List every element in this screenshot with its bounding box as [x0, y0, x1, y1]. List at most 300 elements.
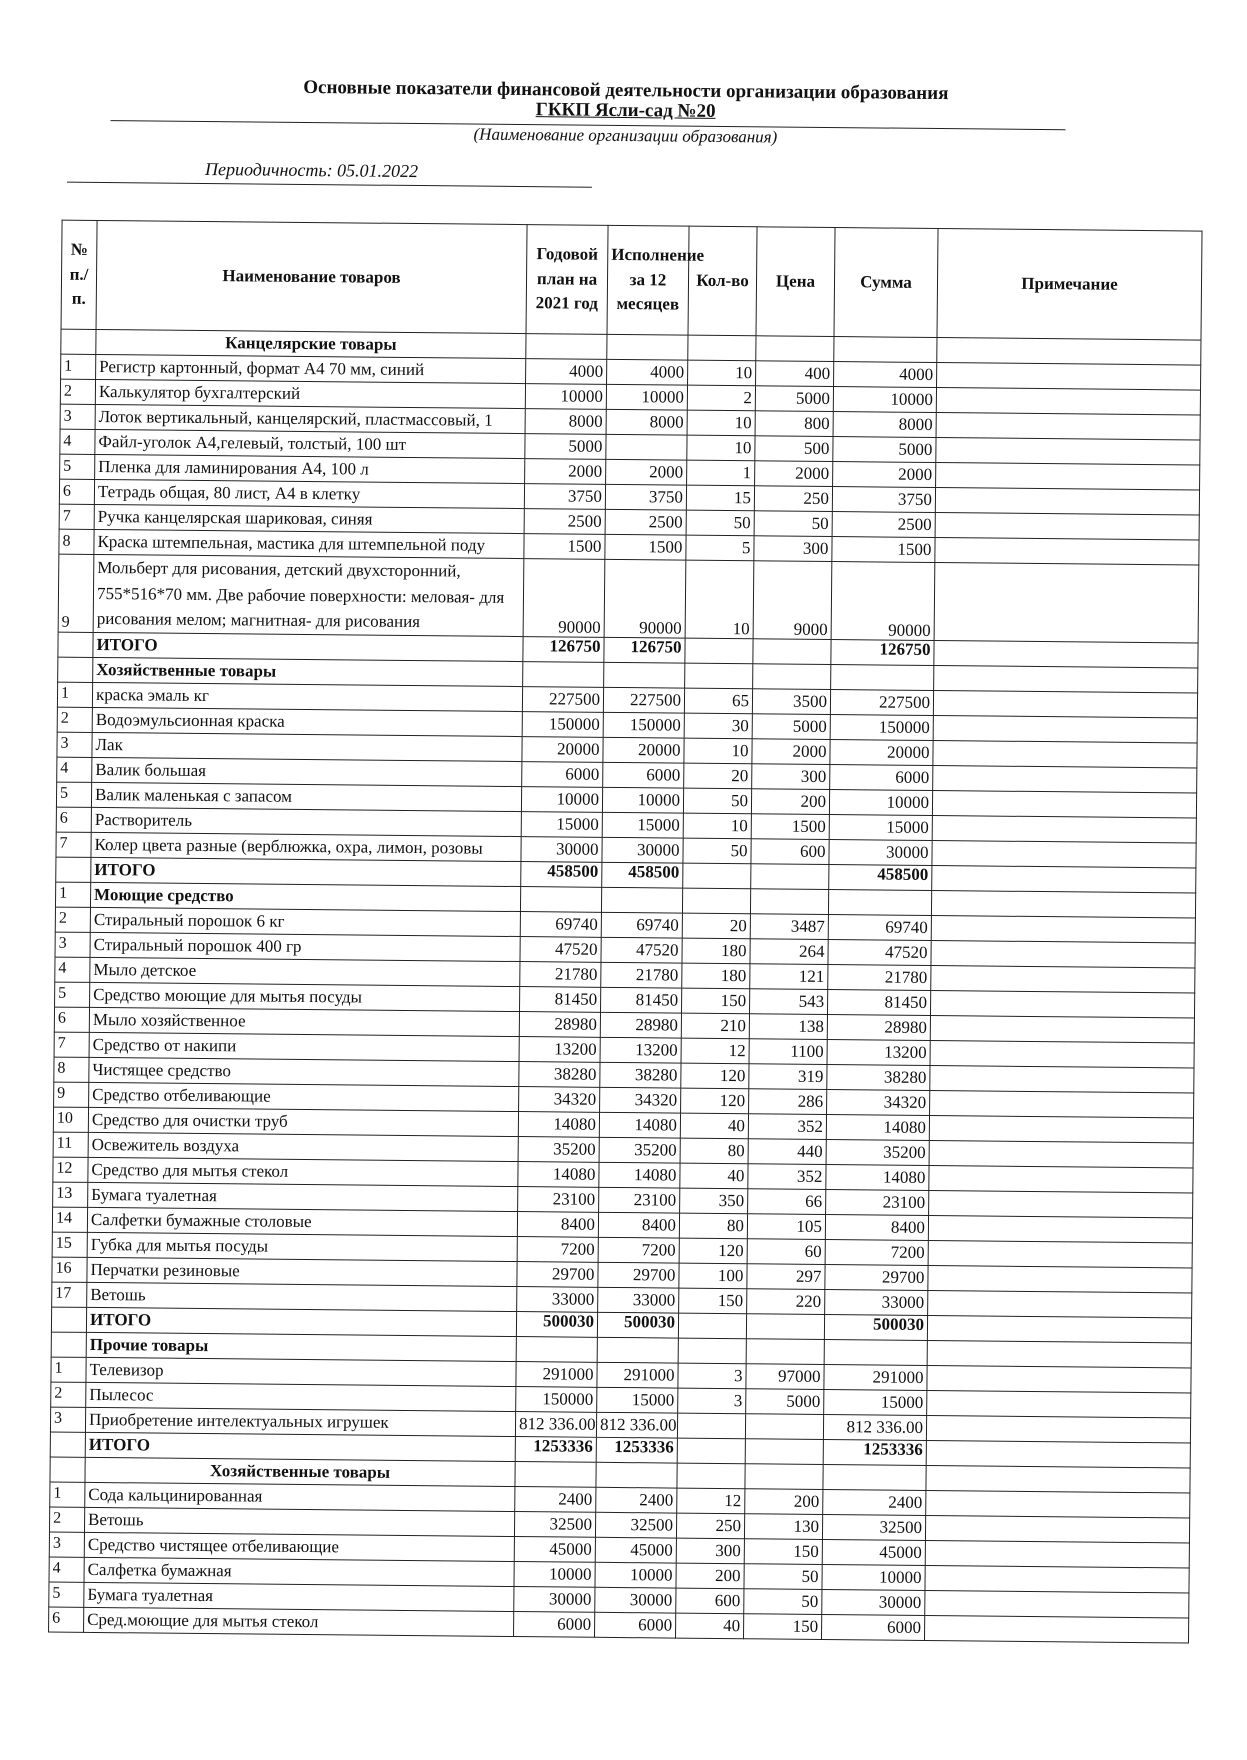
- cell-price: 150: [744, 1538, 822, 1564]
- cell-plan: 15000: [521, 811, 602, 837]
- cell-exec: 6000: [603, 762, 684, 788]
- cell-no: 3: [57, 732, 92, 757]
- cell-note: [936, 413, 1200, 441]
- cell-no: 1: [51, 1357, 86, 1382]
- cell-plan: 812 336.00: [515, 1411, 596, 1437]
- cell-exec: 458500: [602, 862, 683, 888]
- cell-no: 13: [53, 1182, 88, 1207]
- cell-qty: 10: [687, 410, 755, 436]
- cell-exec: 23100: [599, 1187, 680, 1213]
- cell-sum: 150000: [830, 714, 933, 740]
- cell-price: 5000: [746, 1388, 824, 1414]
- cell-plan: 13200: [519, 1036, 600, 1062]
- cell-plan: 7200: [517, 1236, 598, 1262]
- cell-price: 300: [754, 536, 832, 562]
- cell-no: [51, 1332, 86, 1357]
- cell-sum: 23100: [826, 1189, 929, 1215]
- cell-exec: 30000: [602, 837, 683, 863]
- cell-price: [746, 1313, 824, 1339]
- cell-plan: 500030: [516, 1311, 597, 1337]
- cell-name: Губка для мытья посуды: [87, 1232, 517, 1261]
- cell-no: 7: [54, 1032, 89, 1057]
- cell-price: 352: [748, 1163, 826, 1189]
- cell-plan: 5000: [525, 434, 606, 460]
- cell-qty: 120: [679, 1238, 747, 1264]
- cell-qty: 10: [687, 435, 755, 461]
- cell-price: [753, 663, 831, 689]
- cell-price: 2000: [755, 461, 833, 487]
- cell-qty: 80: [680, 1138, 748, 1164]
- cell-qty: 120: [681, 1088, 749, 1114]
- cell-note: [926, 1440, 1190, 1468]
- cell-name: Растворитель: [91, 807, 521, 836]
- cell-note: [930, 1090, 1194, 1118]
- cell-price: 3487: [750, 913, 828, 939]
- cell-price: [745, 1463, 823, 1489]
- cell-no: 6: [59, 479, 94, 504]
- cell-plan: 1500: [524, 534, 605, 560]
- cell-exec: 812 336.00: [596, 1412, 677, 1438]
- cell-exec: 150000: [603, 712, 684, 738]
- cell-sum: 47520: [828, 939, 931, 965]
- cell-plan: 227500: [522, 686, 603, 712]
- cell-plan: 6000: [514, 1611, 595, 1637]
- cell-qty: 65: [684, 688, 752, 714]
- cell-qty: 180: [682, 938, 750, 964]
- cell-qty: 40: [680, 1163, 748, 1189]
- cell-qty: 300: [676, 1538, 744, 1564]
- cell-no: [50, 1432, 85, 1457]
- cell-note: [935, 488, 1199, 516]
- cell-qty: 150: [682, 988, 750, 1014]
- cell-exec: 4000: [607, 359, 688, 385]
- cell-note: [937, 338, 1201, 366]
- col-header-no: № п./п.: [61, 220, 97, 329]
- cell-exec: [596, 1462, 677, 1488]
- cell-price: 60: [747, 1238, 825, 1264]
- cell-qty: 50: [683, 788, 751, 814]
- cell-no: 2: [49, 1507, 84, 1532]
- cell-price: 2000: [752, 738, 830, 764]
- cell-plan: 1253336: [515, 1436, 596, 1462]
- cell-plan: 23100: [518, 1186, 599, 1212]
- cell-exec: 35200: [599, 1137, 680, 1163]
- cell-price: 105: [747, 1213, 825, 1239]
- cell-qty: 30: [684, 713, 752, 739]
- cell-plan: 3750: [524, 484, 605, 510]
- cell-no: 5: [55, 982, 90, 1007]
- cell-exec: 90000: [604, 559, 686, 637]
- cell-note: [927, 1390, 1191, 1418]
- cell-qty: 180: [682, 963, 750, 989]
- cell-sum: 227500: [830, 689, 933, 715]
- cell-price: 5000: [752, 713, 830, 739]
- cell-no: [51, 1307, 86, 1332]
- cell-price: 400: [756, 361, 834, 387]
- cell-plan: 14080: [518, 1161, 599, 1187]
- cell-name: Средство для мытья стекол: [88, 1157, 518, 1186]
- cell-exec: 13200: [600, 1037, 681, 1063]
- cell-name: Прочие товары: [86, 1332, 516, 1361]
- col-header-exec: Исполнение за 12 месяцев: [607, 225, 689, 335]
- cell-no: 9: [58, 554, 94, 632]
- cell-name: Сода кальцинированная: [85, 1482, 515, 1511]
- cell-qty: 12: [681, 1038, 749, 1064]
- cell-price: [753, 638, 831, 664]
- cell-note: [936, 438, 1200, 466]
- cell-note: [937, 363, 1201, 391]
- cell-no: 5: [56, 782, 91, 807]
- cell-note: [935, 538, 1199, 566]
- cell-price: [745, 1413, 823, 1439]
- cell-name: ИТОГО: [85, 1432, 515, 1461]
- cell-price: 440: [748, 1138, 826, 1164]
- cell-no: 12: [53, 1157, 88, 1182]
- cell-exec: 29700: [598, 1262, 679, 1288]
- cell-sum: 10000: [833, 387, 936, 413]
- cell-sum: 28980: [827, 1014, 930, 1040]
- financial-table: [48, 220, 1203, 1643]
- cell-exec: [597, 1337, 678, 1363]
- cell-price: 800: [755, 411, 833, 437]
- cell-note: [930, 990, 1194, 1018]
- cell-qty: 10: [685, 560, 754, 638]
- cell-price: 130: [744, 1513, 822, 1539]
- cell-plan: 2400: [515, 1486, 596, 1512]
- cell-plan: 8400: [517, 1211, 598, 1237]
- cell-name: Чистящее средство: [89, 1057, 519, 1086]
- cell-qty: [683, 863, 751, 889]
- cell-note: [932, 865, 1196, 893]
- cell-no: 7: [56, 832, 91, 857]
- cell-sum: 6000: [821, 1614, 924, 1640]
- cell-qty: 150: [679, 1288, 747, 1314]
- cell-price: [756, 336, 834, 362]
- cell-name: Мольберт для рисования, детский двухсторонний, 755*516*70 мм. Две рабочие поверхности: меловая- для рисования мелом; магнитная- для рисования: [93, 554, 524, 636]
- cell-sum: 34320: [827, 1089, 930, 1115]
- cell-sum: 8000: [833, 412, 936, 438]
- cell-name: Мыло хозяйственное: [89, 1007, 519, 1036]
- cell-note: [936, 388, 1200, 416]
- cell-plan: 35200: [518, 1136, 599, 1162]
- cell-qty: 350: [680, 1188, 748, 1214]
- cell-exec: 10000: [595, 1562, 676, 1588]
- cell-no: 3: [55, 932, 90, 957]
- cell-exec: 2400: [596, 1487, 677, 1513]
- cell-sum: 32500: [822, 1514, 925, 1540]
- cell-plan: 150000: [522, 711, 603, 737]
- cell-qty: 80: [679, 1213, 747, 1239]
- table-body: [49, 329, 1201, 1642]
- organization-name: ГККП Ясли-сад №20: [535, 99, 716, 122]
- cell-no: 15: [52, 1232, 87, 1257]
- cell-exec: 7200: [598, 1237, 679, 1263]
- cell-name: Моющие средство: [90, 882, 520, 911]
- cell-no: 1: [61, 354, 96, 379]
- cell-sum: 1253336: [823, 1439, 926, 1465]
- cell-note: [925, 1515, 1189, 1543]
- cell-qty: 12: [677, 1488, 745, 1514]
- cell-qty: 5: [686, 535, 754, 561]
- cell-qty: 20: [682, 913, 750, 939]
- cell-exec: 3750: [605, 484, 686, 510]
- cell-note: [930, 1015, 1194, 1043]
- cell-name: Хозяйственные товары: [85, 1457, 515, 1486]
- cell-plan: 33000: [517, 1286, 598, 1312]
- cell-note: [933, 740, 1197, 768]
- cell-no: 3: [49, 1532, 84, 1557]
- cell-exec: 14080: [599, 1112, 680, 1138]
- cell-exec: 69740: [601, 912, 682, 938]
- cell-plan: 458500: [521, 861, 602, 887]
- cell-sum: 2400: [823, 1489, 926, 1515]
- cell-price: [745, 1438, 823, 1464]
- cell-note: [933, 690, 1197, 718]
- cell-no: [50, 1457, 85, 1482]
- cell-qty: 1: [687, 460, 755, 486]
- cell-plan: 14080: [518, 1111, 599, 1137]
- cell-exec: 34320: [600, 1087, 681, 1113]
- cell-name: краска эмаль кг: [92, 682, 522, 711]
- cell-plan: 30000: [514, 1586, 595, 1612]
- cell-note: [931, 965, 1195, 993]
- cell-qty: [678, 1313, 746, 1339]
- cell-no: 11: [53, 1132, 88, 1157]
- cell-qty: 2: [687, 385, 755, 411]
- cell-no: 4: [60, 429, 95, 454]
- cell-name: Приобретение интелектуальных игрушек: [85, 1407, 515, 1436]
- cell-name: Файл-уголок А4,гелевый, толстый, 100 шт: [95, 429, 525, 458]
- cell-qty: 50: [683, 838, 751, 864]
- cell-name: Средство отбеливающие: [89, 1082, 519, 1111]
- cell-exec: [606, 434, 687, 460]
- cell-qty: 600: [676, 1588, 744, 1614]
- cell-sum: [823, 1464, 926, 1490]
- cell-sum: 500030: [824, 1314, 927, 1340]
- cell-sum: 13200: [827, 1039, 930, 1065]
- cell-note: [934, 665, 1198, 693]
- cell-qty: 20: [684, 763, 752, 789]
- cell-exec: 81450: [601, 987, 682, 1013]
- cell-sum: 69740: [828, 914, 931, 940]
- cell-name: Пылесос: [86, 1382, 516, 1411]
- cell-price: 3500: [752, 688, 830, 714]
- cell-exec: 15000: [597, 1387, 678, 1413]
- cell-sum: 458500: [829, 864, 932, 890]
- col-header-name: Наименование товаров: [96, 220, 527, 333]
- cell-plan: 21780: [520, 961, 601, 987]
- col-header-note: Примечание: [937, 229, 1202, 341]
- cell-price: 50: [754, 511, 832, 537]
- cell-no: 7: [59, 504, 94, 529]
- cell-plan: 32500: [514, 1511, 595, 1537]
- cell-note: [931, 890, 1195, 918]
- cell-exec: 2000: [606, 459, 687, 485]
- cell-sum: 45000: [822, 1539, 925, 1565]
- cell-note: [924, 1615, 1188, 1643]
- cell-plan: 10000: [514, 1561, 595, 1587]
- cell-qty: 40: [680, 1113, 748, 1139]
- cell-plan: 6000: [522, 761, 603, 787]
- cell-plan: 81450: [520, 986, 601, 1012]
- cell-note: [927, 1315, 1191, 1343]
- cell-note: [927, 1340, 1191, 1368]
- cell-name: Хозяйственные товары: [93, 657, 523, 686]
- cell-plan: 20000: [522, 736, 603, 762]
- cell-no: 4: [55, 957, 90, 982]
- cell-plan: [520, 886, 601, 912]
- cell-name: Пленка для ламинирования А4, 100 л: [95, 454, 525, 483]
- cell-no: [58, 657, 93, 682]
- cell-sum: 35200: [826, 1139, 929, 1165]
- cell-no: 4: [57, 757, 92, 782]
- cell-sum: 4000: [834, 362, 937, 388]
- cell-sum: [831, 664, 934, 690]
- cell-note: [929, 1165, 1193, 1193]
- cell-name: Ручка канцелярская шариковая, синяя: [94, 504, 524, 533]
- cell-no: 5: [49, 1582, 84, 1607]
- cell-note: [928, 1265, 1192, 1293]
- cell-sum: 30000: [829, 839, 932, 865]
- cell-sum: 14080: [826, 1164, 929, 1190]
- cell-exec: 21780: [601, 962, 682, 988]
- cell-no: 10: [53, 1107, 88, 1132]
- cell-qty: 100: [679, 1263, 747, 1289]
- cell-no: 2: [60, 379, 95, 404]
- cell-name: ИТОГО: [91, 857, 521, 886]
- cell-note: [931, 940, 1195, 968]
- cell-name: ИТОГО: [93, 632, 523, 661]
- cell-qty: 200: [676, 1563, 744, 1589]
- cell-sum: 33000: [825, 1289, 928, 1315]
- cell-plan: 34320: [519, 1086, 600, 1112]
- cell-price: 97000: [746, 1363, 824, 1389]
- cell-name: Водоэмульсионная краска: [92, 707, 522, 736]
- period-underline: [67, 182, 592, 188]
- cell-price: [751, 863, 829, 889]
- cell-plan: 10000: [521, 786, 602, 812]
- cell-no: 14: [52, 1207, 87, 1232]
- cell-no: 16: [52, 1257, 87, 1282]
- cell-sum: 2000: [833, 462, 936, 488]
- cell-exec: 8000: [606, 409, 687, 435]
- cell-exec: 30000: [595, 1587, 676, 1613]
- cell-exec: 1500: [605, 534, 686, 560]
- cell-exec: 1253336: [596, 1437, 677, 1463]
- col-header-sum: Сумма: [834, 228, 938, 338]
- cell-price: 300: [752, 763, 830, 789]
- col-header-price: Цена: [756, 227, 835, 337]
- cell-name: Телевизор: [86, 1357, 516, 1386]
- cell-qty: [678, 1338, 746, 1364]
- cell-price: 200: [745, 1488, 823, 1514]
- cell-no: 6: [54, 1007, 89, 1032]
- cell-sum: 38280: [827, 1064, 930, 1090]
- cell-note: [932, 815, 1196, 843]
- cell-price: 543: [749, 988, 827, 1014]
- cell-note: [933, 765, 1197, 793]
- cell-plan: 4000: [526, 359, 607, 385]
- cell-name: Валик маленькая с запасом: [91, 782, 521, 811]
- cell-qty: [682, 888, 750, 914]
- cell-sum: 15000: [829, 814, 932, 840]
- cell-price: 352: [748, 1113, 826, 1139]
- cell-exec: 8400: [598, 1212, 679, 1238]
- cell-no: 1: [50, 1482, 85, 1507]
- cell-exec: 10000: [602, 787, 683, 813]
- cell-sum: 81450: [827, 989, 930, 1015]
- cell-sum: [824, 1339, 927, 1365]
- cell-sum: 10000: [822, 1564, 925, 1590]
- cell-name: Лак: [92, 732, 522, 761]
- cell-no: 4: [49, 1557, 84, 1582]
- cell-qty: [685, 663, 753, 689]
- cell-no: 5: [60, 454, 95, 479]
- cell-no: 2: [51, 1382, 86, 1407]
- cell-no: 1: [55, 882, 90, 907]
- cell-qty: 10: [684, 738, 752, 764]
- cell-plan: 150000: [516, 1386, 597, 1412]
- cell-note: [928, 1240, 1192, 1268]
- cell-note: [928, 1290, 1192, 1318]
- cell-note: [929, 1190, 1193, 1218]
- cell-sum: 20000: [830, 739, 933, 765]
- cell-note: [930, 1065, 1194, 1093]
- cell-price: 9000: [753, 561, 832, 639]
- cell-qty: 250: [676, 1513, 744, 1539]
- cell-name: Краска штемпельная, мастика для штемпельной поду: [94, 529, 524, 558]
- cell-name: Средство от накипи: [89, 1032, 519, 1061]
- cell-name: Салфетка бумажная: [84, 1557, 514, 1586]
- cell-name: Освежитель воздуха: [88, 1132, 518, 1161]
- cell-note: [926, 1465, 1190, 1493]
- cell-note: [935, 513, 1199, 541]
- cell-plan: [526, 334, 607, 360]
- cell-plan: 291000: [516, 1361, 597, 1387]
- cell-no: 2: [57, 707, 92, 732]
- col-header-plan: Годовой план на 2021 год: [526, 225, 608, 335]
- cell-exec: 14080: [599, 1162, 680, 1188]
- cell-name: Средство моющие для мытья посуды: [90, 982, 520, 1011]
- cell-exec: [604, 662, 685, 688]
- cell-sum: 14080: [826, 1114, 929, 1140]
- table-header-row: [61, 220, 1202, 340]
- cell-sum: 3750: [832, 487, 935, 513]
- cell-plan: 10000: [525, 384, 606, 410]
- cell-plan: 69740: [520, 911, 601, 937]
- cell-exec: 291000: [597, 1362, 678, 1388]
- cell-price: 500: [755, 436, 833, 462]
- cell-qty: 120: [681, 1063, 749, 1089]
- cell-plan: 126750: [523, 636, 604, 662]
- cell-plan: 38280: [519, 1061, 600, 1087]
- cell-plan: [523, 661, 604, 687]
- document-title: Основные показатели финансовой деятельности организации образования: [303, 76, 949, 105]
- cell-name: Бумага туалетная: [88, 1182, 518, 1211]
- cell-price: 1100: [749, 1038, 827, 1064]
- cell-note: [926, 1490, 1190, 1518]
- cell-plan: 2500: [524, 509, 605, 535]
- cell-price: 150: [743, 1613, 821, 1639]
- cell-qty: 210: [681, 1013, 749, 1039]
- cell-no: 8: [59, 529, 94, 554]
- cell-sum: 291000: [824, 1364, 927, 1390]
- cell-sum: 21780: [828, 964, 931, 990]
- cell-price: 66: [748, 1188, 826, 1214]
- cell-qty: 3: [678, 1388, 746, 1414]
- cell-name: Перчатки резиновые: [87, 1257, 517, 1286]
- cell-no: 6: [49, 1607, 84, 1632]
